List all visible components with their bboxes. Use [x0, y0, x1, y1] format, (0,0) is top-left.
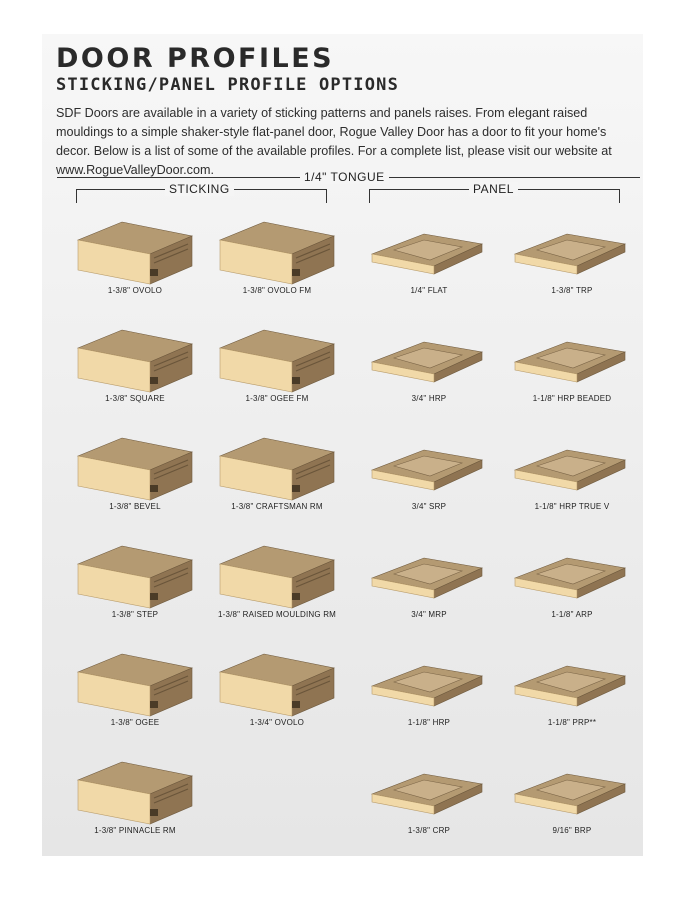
- panel-profile-7: [364, 538, 494, 638]
- panel-profile-label: 3/4" HRP: [411, 394, 447, 403]
- panel-profile-label: 1-1/8" HRP TRUE V: [534, 502, 610, 511]
- panel-bracket-left: [369, 189, 370, 203]
- panel-profile-3: [364, 322, 494, 422]
- sticking-profile-label: 1-3/8" RAISED MOULDING RM: [217, 610, 337, 619]
- panel-profile-label: 1-1/8" ARP: [551, 610, 593, 619]
- panel-profile-label: 1-1/8" HRP BEADED: [532, 394, 612, 403]
- sticking-profile-2: [212, 214, 342, 314]
- sticking-profile-6: [212, 430, 342, 530]
- panel-profile-11: [364, 754, 494, 854]
- intro-paragraph: SDF Doors are available in a variety of sticking patterns and panels raises. From elegant raised mouldings to a simple shaker-style flat-panel door, Rogue Valley Door has a door to fit your home's decor. Below is a list of some of the available profiles. For a complete list, please visit our website at www.RogueValleyDoor.com.: [56, 106, 612, 177]
- sticking-heading: STICKING: [165, 182, 234, 196]
- sticking-profile-7: [70, 538, 200, 638]
- sticking-profile-label: 1-3/8" BEVEL: [109, 502, 161, 511]
- panel-profile-label: 1-3/8" TRP: [551, 286, 593, 295]
- page-subtitle: STICKING/PANEL PROFILE OPTIONS: [56, 75, 400, 95]
- panel-profile-10: [507, 646, 637, 746]
- panel-profile-5: [364, 430, 494, 530]
- sticking-profile-label: 1-3/8" OVOLO: [107, 286, 163, 295]
- sticking-bracket-left: [76, 189, 77, 203]
- sticking-profile-8: [212, 538, 342, 638]
- sticking-profile-1: [70, 214, 200, 314]
- panel-heading: PANEL: [469, 182, 518, 196]
- page-title: DOOR PROFILES: [56, 43, 335, 74]
- sticking-profile-label: 1-3/8" CRAFTSMAN RM: [231, 502, 323, 511]
- profile-sheet: [42, 34, 643, 856]
- panel-profile-label: 1/4" FLAT: [410, 286, 448, 295]
- panel-profile-label: 1-1/8" HRP: [407, 718, 451, 727]
- sticking-profile-label: 1-3/8" OGEE FM: [245, 394, 309, 403]
- sticking-profile-label: 1-3/8" OVOLO FM: [242, 286, 312, 295]
- sticking-profile-10: [212, 646, 342, 746]
- sticking-profile-label: 1-3/4" OVOLO: [249, 718, 305, 727]
- sticking-profile-11: [70, 754, 200, 854]
- sticking-profile-5: [70, 430, 200, 530]
- sticking-profile-label: 1-3/8" PINNACLE RM: [94, 826, 176, 835]
- panel-profile-2: [507, 214, 637, 314]
- panel-profile-8: [507, 538, 637, 638]
- sticking-profile-label: 1-3/8" SQUARE: [105, 394, 165, 403]
- panel-profile-label: 1-1/8" PRP**: [547, 718, 597, 727]
- panel-profile-label: 3/4" SRP: [411, 502, 447, 511]
- panel-profile-12: [507, 754, 637, 854]
- sticking-profile-label: 1-3/8" STEP: [111, 610, 159, 619]
- panel-profile-1: [364, 214, 494, 314]
- panel-profile-4: [507, 322, 637, 422]
- sticking-bracket-right: [326, 189, 327, 203]
- sticking-profile-9: [70, 646, 200, 746]
- sticking-profile-4: [212, 322, 342, 422]
- panel-bracket-right: [619, 189, 620, 203]
- tongue-label: 1/4" TONGUE: [300, 170, 389, 184]
- sticking-profile-label: 1-3/8" OGEE: [110, 718, 160, 727]
- panel-profile-label: 3/4" MRP: [411, 610, 447, 619]
- panel-profile-6: [507, 430, 637, 530]
- panel-profile-9: [364, 646, 494, 746]
- panel-profile-label: 1-3/8" CRP: [407, 826, 451, 835]
- panel-profile-label: 9/16" BRP: [552, 826, 592, 835]
- sticking-profile-3: [70, 322, 200, 422]
